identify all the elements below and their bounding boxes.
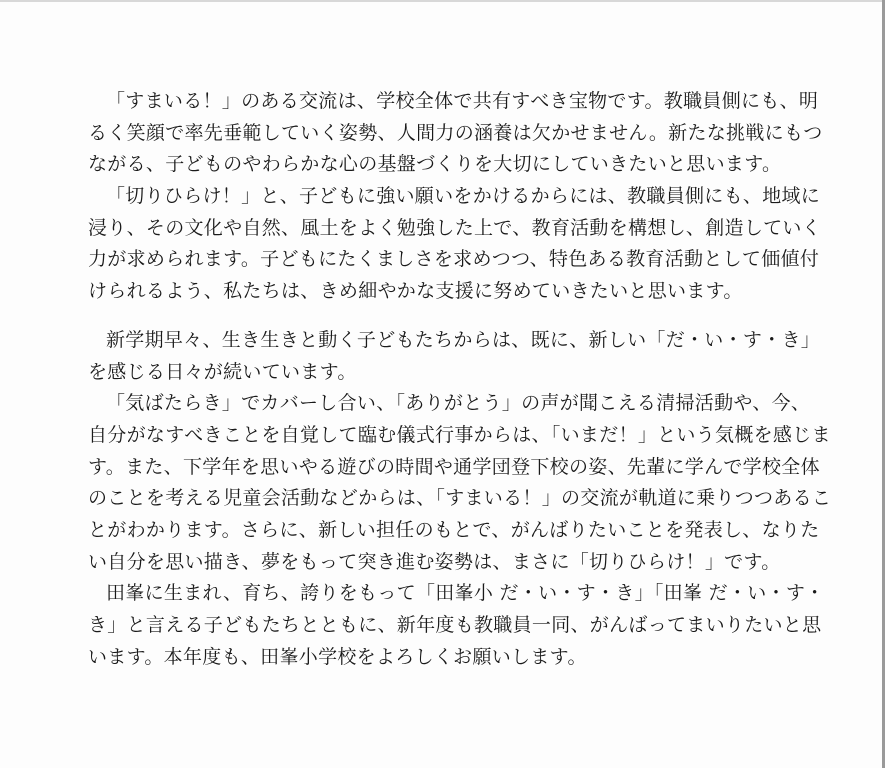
text-line: 「すまいる！」のある交流は、学校全体で共有すべき宝物です。教職員側にも、明 bbox=[106, 90, 819, 112]
text-line: けられるよう、私たちは、きめ細やかな支援に努めていきたいと思います。 bbox=[88, 280, 743, 302]
text-line: い自分を思い描き、夢をもって突き進む姿勢は、まさに「切りひらけ！」です。 bbox=[88, 551, 781, 573]
text-line: 力が求められます。子どもにたくましさを求めつつ、特色ある教育活動として価値付 bbox=[88, 248, 820, 270]
text-line: 新学期早々、生き生きと動く子どもたちからは、既に、新しい「だ・い・す・き」 bbox=[106, 329, 821, 351]
text-line: とがわかります。さらに、新しい担任のもとで、がんばりたいことを発表し、なりた bbox=[88, 519, 820, 541]
text-line: います。本年度も、田峯小学校をよろしくお願いします。 bbox=[88, 646, 587, 668]
text-line: 浸り、その文化や自然、風土をよく勉強した上で、教育活動を構想し、創造していく bbox=[88, 217, 822, 239]
text-line: 田峯に生まれ、育ち、誇りをもって「田峯小 だ・い・す・き」「田峯 だ・い・す・ bbox=[106, 582, 825, 604]
text-line: ながる、子どものやわらかな心の基盤づくりを大切にしていきたいと思います。 bbox=[88, 153, 782, 175]
text-line: 「切りひらけ！」と、子どもに強い願いをかけるからには、教職員側にも、地域に bbox=[106, 185, 821, 207]
text-line: 「気ばたらき」でカバーし合い、「ありがとう」の声が聞こえる清掃活動や、今、 bbox=[106, 392, 811, 414]
text-line: るく笑顔で率先垂範していく姿勢、人間力の涵養は欠かせません。新たな挑戦にもつ bbox=[88, 122, 823, 144]
text-line: を感じる日々が続いています。 bbox=[88, 361, 357, 383]
text-line: き」と言える子どもたちとともに、新年度も教職員一同、がんばってまいりたいと思 bbox=[88, 614, 822, 636]
text-line: す。また、下学年を思いやる遊びの時間や通学団登下校の姿、先輩に学んで学校全体 bbox=[88, 456, 820, 478]
text-line: のことを考える児童会活動などからは、「すまいる！」の交流が軌道に乗りつつあるこ bbox=[88, 487, 832, 509]
text-line: 自分がなすべきことを自覚して臨む儀式行事からは、「いまだ！」という気概を感じま bbox=[88, 424, 831, 446]
scan-edge-top bbox=[0, 0, 885, 2]
